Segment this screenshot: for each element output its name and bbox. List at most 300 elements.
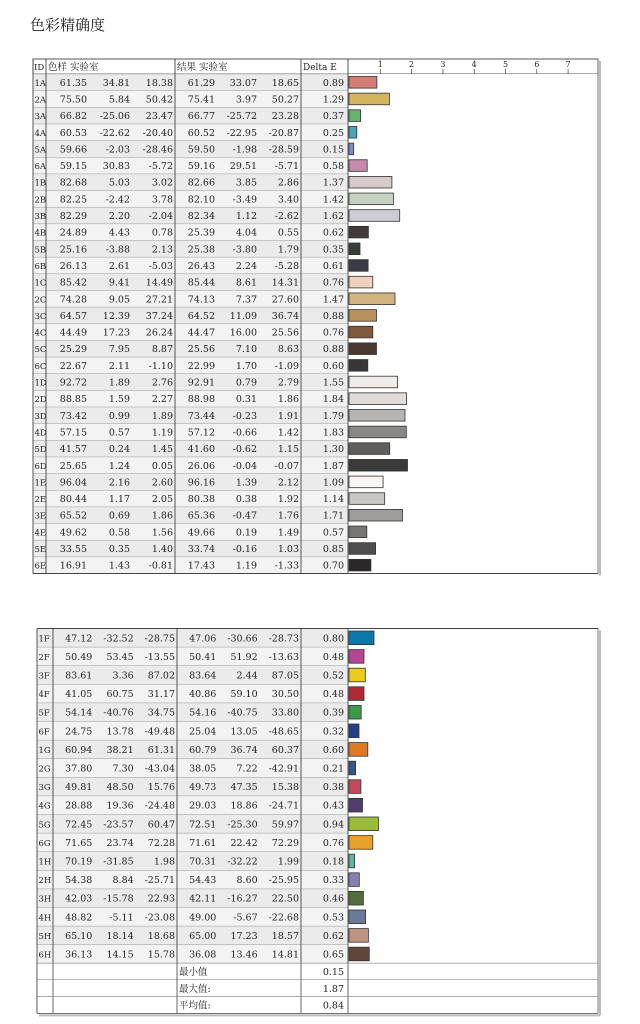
row-id-2D: 2D [34,395,47,406]
result-lab-value: 87.05 [271,670,299,682]
result-lab-value: 59.10 [230,689,258,701]
row-id-3C: 3C [34,311,47,322]
result-lab-value: 88.98 [187,394,215,406]
result-lab-value: 3.97 [235,94,257,106]
delta-e-value: 0.80 [322,633,344,645]
row-id-2F: 2F [38,652,50,663]
sample-lab-value: 0.78 [151,227,173,239]
row-id-1A: 1A [34,78,47,89]
row-id-4B: 4B [34,228,47,239]
delta-e-bar-1A [349,77,377,89]
result-lab-value: 57.12 [187,427,215,439]
result-lab-value: 1.92 [277,494,299,506]
summary-label: 最大值: [179,983,211,995]
sample-lab-value: 44.49 [59,327,87,339]
delta-e-bar-6G [349,836,373,850]
result-lab-value: 65.00 [189,930,217,942]
result-lab-value: 14.31 [271,277,299,289]
result-lab-value: 0.31 [235,394,257,406]
sample-lab-value: 1.24 [108,460,130,472]
sample-lab-value: 23.74 [106,837,134,849]
result-lab-value: 16.00 [229,327,257,339]
delta-e-value: 1.47 [322,294,344,306]
delta-e-value: 0.76 [322,327,344,339]
chart-row-bg [348,224,598,241]
result-lab-value: 13.05 [230,726,258,738]
chart-row-bg [348,666,598,685]
result-lab-value: 11.09 [229,310,257,322]
chart-row-bg [348,852,598,871]
row-id-1H: 1H [38,857,52,868]
result-lab-value: 18.86 [230,800,258,812]
result-lab-value: -25.95 [268,875,299,887]
result-lab-value: 27.60 [271,294,299,306]
chart-row-bg [348,870,598,889]
delta-e-value: 1.84 [322,394,344,406]
summary-value: 0.84 [322,1000,344,1012]
sample-lab-value: 49.62 [59,527,87,539]
summary-value: 1.87 [322,983,344,995]
delta-e-bar-2A [349,93,389,105]
delta-e-value: 1.83 [322,427,344,439]
sample-lab-value: 26.24 [145,327,173,339]
sample-lab-value: 0.99 [108,410,130,422]
result-lab-value: -24.71 [268,800,299,812]
sample-lab-value: 60.53 [59,127,87,139]
sample-lab-value: 66.82 [59,111,87,123]
result-lab-value: 1.39 [235,477,257,489]
sample-lab-value: 8.87 [151,344,173,356]
chart-row-bg [348,307,598,324]
sample-lab-value: 2.05 [151,494,173,506]
result-lab-value: 1.86 [277,394,299,406]
delta-e-bar-4A [349,126,357,138]
row-id-5C: 5C [34,345,47,356]
result-lab-value: -20.87 [268,127,299,139]
delta-e-bar-2H [349,873,359,887]
delta-e-value: 0.35 [322,244,344,256]
result-lab-value: -5.67 [233,912,258,924]
result-lab-value: -28.59 [268,144,299,156]
sample-lab-value: 1.98 [153,856,175,868]
sample-lab-value: -1.10 [148,360,173,372]
delta-e-bar-4C [349,326,373,338]
sample-lab-value: 1.17 [108,494,130,506]
delta-e-value: 1.42 [322,194,344,206]
result-lab-value: -5.28 [274,260,299,272]
delta-e-bar-5B [349,243,360,255]
result-lab-value: 22.99 [187,360,215,372]
chart-row-bg [348,926,598,945]
result-lab-value: -40.75 [227,707,258,719]
sample-lab-value: -32.52 [103,633,134,645]
sample-lab-value: 1.40 [151,544,173,556]
sample-lab-value: 15.76 [147,782,175,794]
result-lab-value: 83.64 [189,670,217,682]
delta-e-bar-3H [349,891,363,905]
sample-lab-value: 37.80 [65,763,93,775]
sample-lab-value: 54.38 [65,875,93,887]
sample-lab-value: 8.84 [112,875,134,887]
row-id-5H: 5H [38,931,52,942]
result-lab-value: 1.12 [235,211,257,223]
sample-lab-value: 22.67 [59,360,87,372]
sample-lab-value: 57.15 [59,427,87,439]
result-lab-value: 2.79 [277,377,299,389]
result-lab-value: 65.36 [187,510,215,522]
result-lab-value: 1.70 [235,360,257,372]
delta-e-value: 0.48 [322,651,344,663]
sample-lab-value: 59.15 [59,161,87,173]
delta-e-value: 0.15 [322,144,344,156]
result-lab-value: 1.99 [277,856,299,868]
chart-row-bg [348,815,598,834]
chart-row-bg [348,340,598,357]
sample-lab-value: 38.21 [106,744,134,756]
sample-lab-value: -2.04 [148,211,173,223]
delta-e-bar-4B [349,226,368,238]
result-lab-value: 2.12 [277,477,299,489]
result-lab-value: 2.44 [236,670,258,682]
result-lab-value: 80.38 [187,494,215,506]
sample-lab-value: 31.17 [147,689,175,701]
row-id-1C: 1C [34,278,47,289]
result-lab-value: 38.05 [189,763,217,775]
sample-lab-value: -20.40 [142,127,173,139]
result-lab-value: -25.30 [227,819,258,831]
chart-row-bg [348,141,598,158]
result-lab-value: 75.41 [187,94,215,106]
chart-row-bg [348,557,598,574]
result-lab-value: 33.07 [229,77,257,89]
result-lab-value: 40.86 [189,689,217,701]
result-lab-value: -28.73 [268,633,299,645]
sample-lab-value: 12.39 [102,310,130,322]
row-id-6A: 6A [34,162,47,173]
result-lab-value: 73.44 [187,410,215,422]
row-id-3G: 3G [38,783,51,794]
result-lab-value: 3.40 [277,194,299,206]
row-id-2B: 2B [34,195,47,206]
sample-lab-value: 61.31 [147,744,175,756]
delta-e-bar-6E [349,559,371,571]
delta-e-bar-4F [349,687,364,701]
delta-e-bar-1H [349,854,355,868]
result-lab-value: 50.27 [271,94,299,106]
axis-tick-label-4: 4 [471,60,477,69]
delta-e-bar-5D [349,443,390,455]
result-lab-value: -0.07 [274,460,299,472]
sample-lab-value: 5.84 [108,94,130,106]
sample-lab-value: 1.89 [151,410,173,422]
chart-row-bg [348,257,598,274]
row-id-2G: 2G [38,764,51,775]
column-header-delta-e: Delta E [303,63,337,73]
sample-lab-value: 83.61 [65,670,93,682]
sample-lab-value: 0.69 [108,510,130,522]
delta-e-bar-3B [349,210,400,222]
delta-e-bar-6D [349,459,408,471]
sample-lab-value: 82.29 [59,211,87,223]
delta-e-bar-3D [349,410,405,422]
delta-e-bar-6H [349,947,369,961]
sample-lab-value: 33.55 [59,544,87,556]
delta-e-bar-1B [349,176,392,188]
delta-e-value: 0.94 [322,819,344,831]
sample-lab-value: 14.15 [106,949,134,961]
result-lab-value: -3.49 [232,194,257,206]
result-lab-value: 36.08 [189,949,217,961]
delta-e-value: 0.57 [322,527,344,539]
sample-lab-value: 1.43 [108,560,130,572]
row-id-4H: 4H [38,913,52,924]
row-id-6F: 6F [38,727,50,738]
chart-row-bg [348,74,598,91]
result-lab-value: 42.11 [189,893,217,905]
result-lab-value: 25.39 [187,227,215,239]
sample-lab-value: 1.86 [151,510,173,522]
sample-lab-value: -28.46 [142,144,173,156]
sample-lab-value: 18.68 [147,930,175,942]
result-lab-value: 3.85 [235,177,257,189]
chart-row-bg [348,107,598,124]
sample-lab-value: 4.43 [108,227,130,239]
result-lab-value: 1.76 [277,510,299,522]
result-lab-value: 60.52 [187,127,215,139]
result-lab-value: 8.61 [235,277,257,289]
result-lab-value: -0.47 [232,510,257,522]
delta-e-value: 0.85 [322,544,344,556]
row-id-1F: 1F [38,634,50,645]
summary-label: 平均值: [179,1000,211,1012]
sample-lab-value: -25.06 [99,111,130,123]
delta-e-bar-5H [349,929,368,943]
delta-e-value: 0.53 [322,912,344,924]
delta-e-bar-2E [349,493,385,505]
result-lab-value: -25.72 [226,111,257,123]
delta-e-value: 0.88 [322,310,344,322]
sample-lab-value: 2.60 [151,477,173,489]
delta-e-bar-6F [349,724,359,738]
chart-row-bg [348,740,598,759]
delta-e-bar-1C [349,276,373,288]
row-id-4D: 4D [34,428,47,439]
row-id-2A: 2A [34,95,47,106]
axis-tick-label-1: 1 [377,60,383,69]
row-id-3H: 3H [38,894,52,905]
sample-lab-value: 48.50 [106,782,134,794]
result-lab-value: 85.44 [187,277,215,289]
result-lab-value: 18.65 [271,77,299,89]
delta-e-value: 0.38 [322,782,344,794]
sample-lab-value: 61.35 [59,77,87,89]
sample-lab-value: 25.29 [59,344,87,356]
result-lab-value: 26.43 [187,260,215,272]
row-id-1E: 1E [34,478,47,489]
result-lab-value: -0.66 [232,427,257,439]
sample-lab-value: 34.81 [102,77,130,89]
result-lab-value: -32.22 [227,856,258,868]
chart-row-bg [348,540,598,557]
chart-row-bg [348,777,598,796]
sample-lab-value: 1.19 [151,427,173,439]
result-lab-value: 33.80 [271,707,299,719]
chart-row-bg [348,357,598,374]
sample-lab-value: 60.94 [65,744,93,756]
delta-e-bar-6A [349,160,367,172]
result-lab-value: 23.28 [271,111,299,123]
chart-row-bg [348,722,598,741]
sample-lab-value: 18.38 [145,77,173,89]
sample-lab-value: 88.85 [59,394,87,406]
result-lab-value: 71.61 [189,837,217,849]
result-lab-value: 2.86 [277,177,299,189]
delta-e-value: 0.32 [322,726,344,738]
row-id-6B: 6B [34,261,47,272]
result-lab-value: 18.57 [271,930,299,942]
chart-row-bg [348,796,598,815]
sample-lab-value: -28.75 [144,633,175,645]
delta-e-value: 0.88 [322,344,344,356]
row-id-3B: 3B [34,212,47,223]
result-lab-value: 92.91 [187,377,215,389]
sample-lab-value: 2.20 [108,211,130,223]
row-id-6G: 6G [38,838,51,849]
delta-e-value: 1.71 [322,510,344,522]
sample-lab-value: 30.83 [102,161,130,173]
sample-lab-value: 59.66 [59,144,87,156]
row-id-5A: 5A [34,145,47,156]
row-id-5F: 5F [38,708,50,719]
sample-lab-value: 42.03 [65,893,93,905]
delta-e-value: 0.25 [322,127,344,139]
sample-lab-value: -5.03 [148,260,173,272]
delta-e-value: 1.79 [322,410,344,422]
row-id-2C: 2C [34,295,47,306]
result-lab-value: 1.15 [277,444,299,456]
result-lab-value: -16.27 [227,893,258,905]
sample-lab-value: 25.16 [59,244,87,256]
sample-lab-value: 28.88 [65,800,93,812]
delta-e-bar-3C [349,310,377,322]
sample-lab-value: 14.49 [145,277,173,289]
result-lab-value: -1.09 [274,360,299,372]
result-lab-value: 49.00 [189,912,217,924]
sample-lab-value: -24.48 [144,800,175,812]
row-id-5B: 5B [34,245,47,256]
result-lab-value: 0.38 [235,494,257,506]
sample-lab-value: 18.14 [106,930,134,942]
sample-lab-value: 92.72 [59,377,87,389]
chart-row-bg [348,703,598,722]
delta-e-bar-4G [349,798,363,812]
delta-e-bar-5G [349,817,378,831]
delta-e-bar-1E [349,476,383,488]
sample-lab-value: 7.95 [108,344,130,356]
summary-value: 0.15 [322,967,344,979]
result-lab-value: -30.66 [227,633,258,645]
row-id-3D: 3D [34,411,47,422]
sample-lab-value: 17.23 [102,327,130,339]
sample-lab-value: 2.13 [151,244,173,256]
row-id-5G: 5G [38,820,51,831]
delta-e-bar-5C [349,343,377,355]
sample-lab-value: -5.72 [148,161,173,173]
sample-lab-value: -2.42 [105,194,130,206]
sample-lab-value: 9.05 [108,294,130,306]
result-lab-value: 8.60 [236,875,258,887]
result-lab-value: -48.65 [268,726,299,738]
chart-row-bg [348,474,598,491]
sample-lab-value: 65.10 [65,930,93,942]
row-id-6E: 6E [34,561,47,572]
delta-e-value: 0.70 [322,560,344,572]
sample-lab-value: 82.25 [59,194,87,206]
sample-lab-value: 0.57 [108,427,130,439]
sample-lab-value: 3.02 [151,177,173,189]
sample-lab-value: 2.61 [108,260,130,272]
delta-e-bar-6B [349,260,368,272]
sample-lab-value: 85.42 [59,277,87,289]
chart-row-bg [348,124,598,141]
result-lab-value: 17.23 [230,930,258,942]
result-lab-value: 72.51 [189,819,217,831]
result-lab-value: 60.37 [271,744,299,756]
result-lab-value: 49.73 [189,782,217,794]
result-lab-value: 82.34 [187,211,215,223]
sample-lab-value: 96.04 [59,477,87,489]
sample-lab-value: 16.91 [59,560,87,572]
sample-lab-value: 1.45 [151,444,173,456]
result-lab-value: 47.35 [230,782,258,794]
delta-e-bar-4D [349,426,406,438]
result-lab-value: 13.46 [230,949,258,961]
delta-e-value: 0.21 [322,763,344,775]
column-header-result: 结果 实验室 [177,62,228,73]
chart-row-bg [348,945,598,964]
result-lab-value: -0.62 [232,444,257,456]
chart-row-bg [348,490,598,507]
sample-lab-value: -15.78 [103,893,134,905]
row-id-6H: 6H [38,950,52,961]
result-lab-value: 1.03 [277,544,299,556]
chart-row-bg [348,684,598,703]
result-lab-value: -22.68 [268,912,299,924]
delta-e-bar-2C [349,293,395,305]
sample-lab-value: 0.58 [108,527,130,539]
sample-lab-value: 7.30 [112,763,134,775]
chart-row-bg [348,759,598,778]
delta-e-value: 0.62 [322,930,344,942]
result-lab-value: 82.66 [187,177,215,189]
sample-lab-value: 72.45 [65,819,93,831]
sample-lab-value: 24.75 [65,726,93,738]
result-lab-value: 22.42 [230,837,258,849]
column-header-sample: 色样 实验室 [48,62,99,73]
sample-lab-value: 3.36 [112,670,134,682]
result-lab-value: 72.29 [271,837,299,849]
row-id-4C: 4C [34,328,47,339]
sample-lab-value: 47.12 [65,633,93,645]
row-id-2E: 2E [34,495,47,506]
result-lab-value: 0.79 [235,377,257,389]
row-id-1D: 1D [34,378,47,389]
sample-lab-value: 0.05 [151,460,173,472]
result-lab-value: 14.81 [271,949,299,961]
result-lab-value: -22.95 [226,127,257,139]
sample-lab-value: 41.57 [59,444,87,456]
delta-e-value: 0.46 [322,893,344,905]
